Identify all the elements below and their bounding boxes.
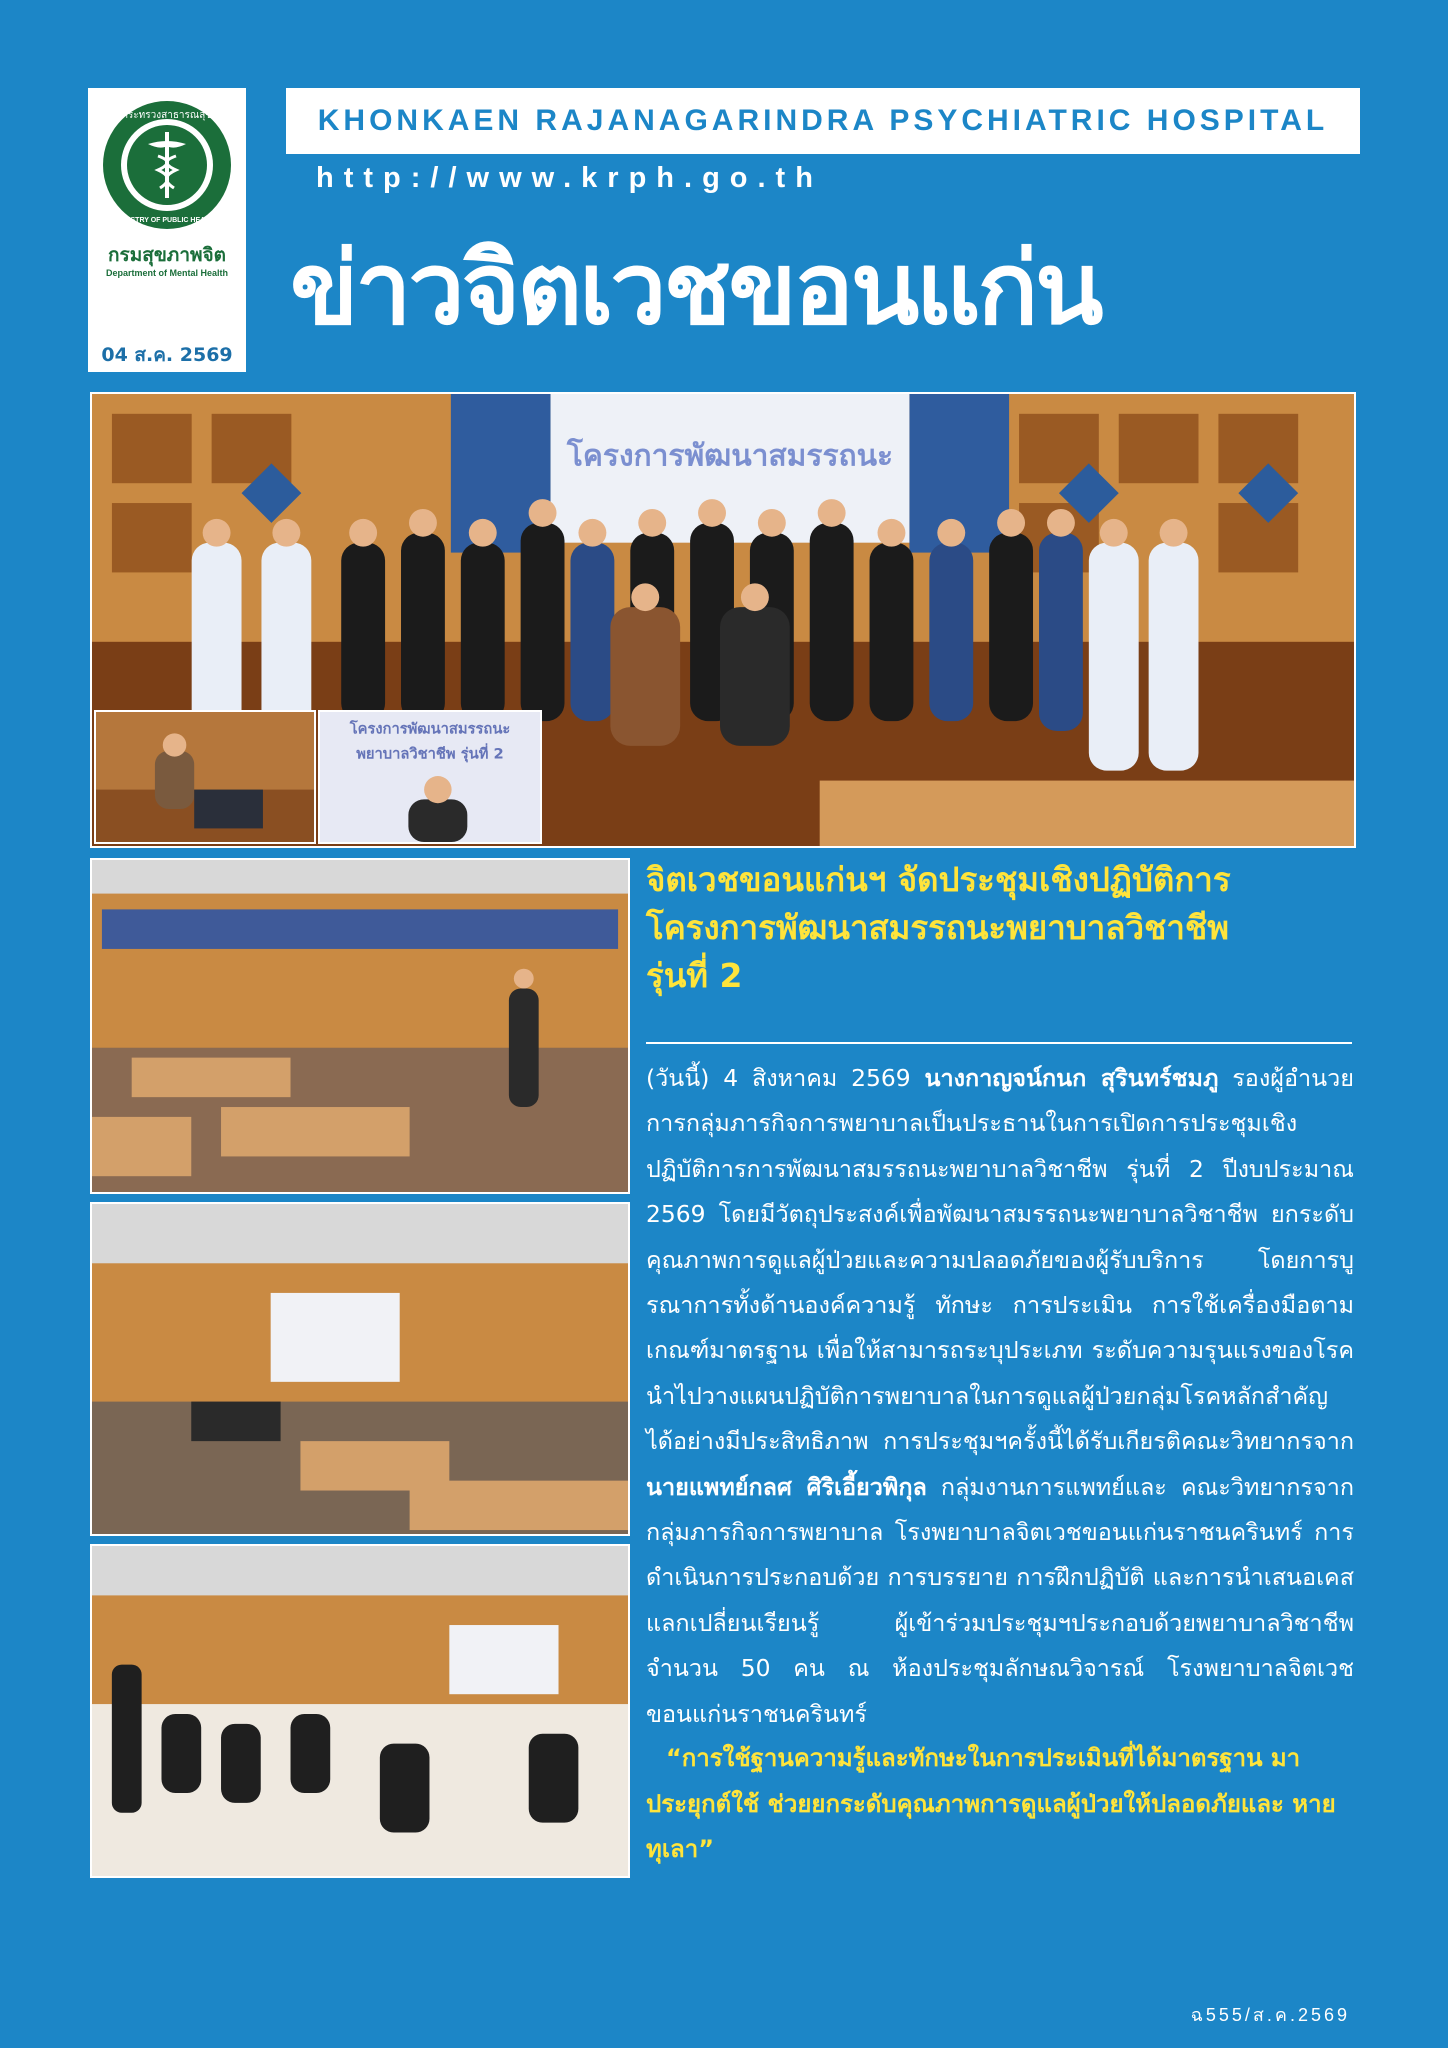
document-code: ฉ555/ส.ค.2569 <box>1190 2005 1350 2025</box>
hospital-url[interactable]: http://www.krph.go.th <box>316 162 823 194</box>
article-body <box>646 1056 1354 1737</box>
headline-line-3: รุ่นที่ 2 <box>646 956 743 995</box>
stage-banner-text: โครงการพัฒนาสมรรถนะ <box>566 438 894 474</box>
hospital-name: KHONKAEN RAJANAGARINDRA PSYCHIATRIC HOSPITAL <box>317 104 1329 137</box>
headline-line-1: จิตเวชขอนแก่นฯ จัดประชุมเชิงปฏิบัติการ <box>646 860 1231 899</box>
department-name-english: Department of Mental Health <box>105 268 228 278</box>
ministry-seal-icon <box>100 98 234 232</box>
ministry-logo-box <box>88 88 246 372</box>
article-quote: “การใช้ฐานความรู้และทักษะในการประเมินที่ได้มาตรฐาน มาประยุกต์ใช้ ช่วยยกระดับคุณภาพการดูแลผู้ป่วยให้ปลอดภัยและ หายทุเลา” <box>646 1744 1336 1864</box>
inset-banner-line2: พยาบาลวิชาชีพ รุ่นที่ 2 <box>356 745 504 763</box>
inset-banner-line1: โครงการพัฒนาสมรรถนะ <box>349 720 511 738</box>
photo-workshop-lecture <box>90 858 630 1194</box>
body-closing: กลุ่มงานการแพทย์และ คณะวิทยากรจากกลุ่มภารกิจการพยาบาล โรงพยาบาลจิตเวชขอนแก่นราชนครินทร์ การดำเนินการประกอบด้วย การบรรยาย การฝึกปฏิบัติ และการนำเสนอเคสแลกเปลี่ยนเรียนรู้ ผู้เข้าร่วมประชุมฯประกอบด้วยพยาบาลวิชาชีพ จำนวน 50 คน ณ ห้องประชุมลักษณวิจารณ์ โรงพยาบาลจิตเวชขอนแก่นราชนครินทร์ <box>646 1472 1354 1728</box>
newsletter-masthead: ข่าวจิตเวชขอนแก่น <box>290 230 1101 347</box>
photo-workshop-audience <box>90 1544 630 1878</box>
hospital-name-banner <box>286 88 1360 154</box>
seal-ring-text-top: กระทรวงสาธารณสุข <box>121 110 213 121</box>
headline-divider <box>646 1042 1352 1044</box>
photo-workshop-room <box>90 1202 630 1536</box>
issue-date: 04 ส.ค. 2569 <box>101 344 233 366</box>
speaker-name: นายแพทย์กลศ ศิริเอี้ยวพิกุล <box>646 1472 927 1501</box>
article-headline <box>646 856 1366 1000</box>
department-name-thai: กรมสุขภาพจิต <box>107 244 226 266</box>
body-intro: (วันนี้) 4 สิงหาคม 2569 <box>646 1064 925 1092</box>
seal-ring-text-bottom: MINISTRY OF PUBLIC HEALTH <box>115 217 219 224</box>
inset-photo-speaker <box>318 710 542 844</box>
headline-line-2: โครงการพัฒนาสมรรถนะพยาบาลวิชาชีพ <box>646 908 1230 947</box>
inset-photo-chair <box>94 710 316 844</box>
chairperson-name: นางกาญจน์กนก สุรินทร์ชมภู <box>924 1064 1219 1092</box>
body-main: รองผู้อำนวยการกลุ่มภารกิจการพยาบาลเป็นประธานในการเปิดการประชุมเชิงปฏิบัติการการพัฒนาสมรรถนะพยาบาลวิชาชีพ รุ่นที่ 2 ปีงบประมาณ 2569 โดยมีวัตถุประสงค์เพื่อพัฒนาสมรรถนะพยาบาลวิชาชีพ ยกระดับคุณภาพการดูแลผู้ป่วยและความปลอดภัยของผู้รับบริการ โดยการบูรณาการทั้งด้านองค์ความรู้ ทักษะ การประเมิน การใช้เครื่องมือตามเกณฑ์มาตรฐาน เพื่อให้สามารถระบุประเภท ระดับความรุนแรงของโรคนำไปวางแผนปฏิบัติการพยาบาลในการดูแลผู้ป่วยกลุ่มโรคหลักสำคัญ ได้อย่างมีประสิทธิภาพ การประชุมฯครั้งนี้ได้รับเกียรติคณะวิทยากรจาก <box>646 1064 1354 1456</box>
